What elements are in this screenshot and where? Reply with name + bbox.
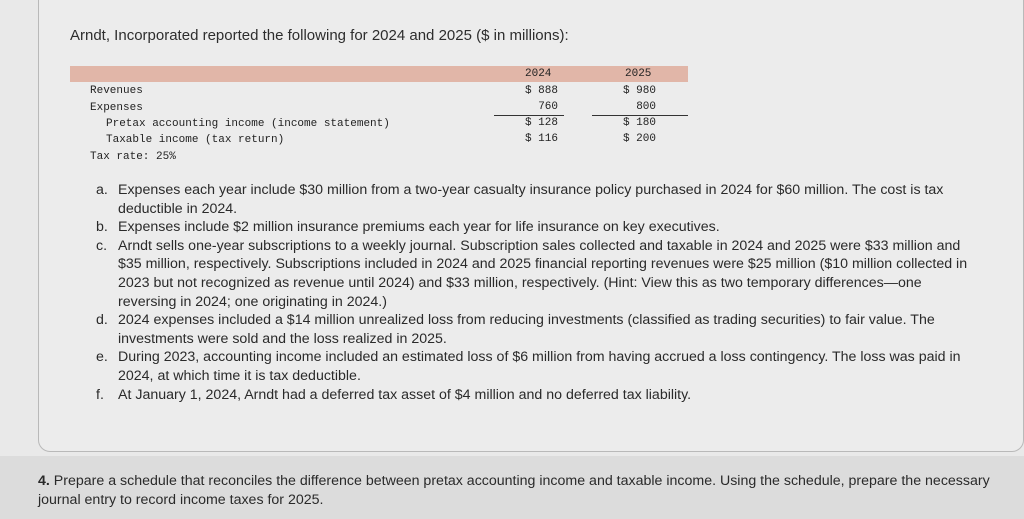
row-label-pretax-income: Pretax accounting income (income statement) [106,118,390,130]
question-text [38,472,998,509]
row-label-revenues: Revenues [90,85,143,97]
list-item [96,218,976,237]
question-number: 4. [38,473,50,489]
item-text: Arndt sells one-year subscriptions to a weekly journal. Subscription sales collected and taxable in 2024 and 2025 were $33 million and $35 million, respectively. Subscriptions included in 2024 and 2025 financial reporting revenues were $25 million ($10 million collected in 2023 but not recognized as revenue until 2024) and $33 million, respectively. (Hint: View this as two temporary differences—one reversing in 2024; one originating in 2024.) [118,237,968,310]
question-body: Prepare a schedule that reconciles the difference between pretax accounting income and taxable income. Using the schedule, prepare the necessary journal entry to record income taxes for 2025. [38,473,990,508]
item-text: At January 1, 2024, Arndt had a deferred tax asset of $4 million and no deferred tax liability. [118,386,692,403]
item-marker: f. [96,386,104,403]
cell-pretax-2025: $ 180 [622,117,656,129]
item-marker: c. [96,237,108,254]
item-marker: d. [96,312,108,329]
item-text: Expenses each year include $30 million from a two-year casualty insurance policy purchased in 2024 for $60 million. The cost is tax deductible in 2024. [118,182,944,217]
cell-revenues-2024: $ 888 [524,85,558,97]
item-text: During 2023, accounting income included an estimated loss of $6 million from having accrued a loss contingency. The loss was paid in 2024, at which time it is tax deductible. [118,349,961,384]
row-label-taxable-income: Taxable income (tax return) [106,134,285,146]
assumptions-list [96,181,976,404]
list-item [96,386,976,405]
row-label-expenses: Expenses [90,102,143,114]
item-marker: b. [96,219,108,236]
cell-taxable-2025: $ 200 [622,133,656,145]
subtotal-rule-2024 [494,115,564,116]
cell-expenses-2024: 760 [538,101,558,113]
list-item [96,237,976,311]
item-text: 2024 expenses included a $14 million unrealized loss from reducing investments (classified as trading securities) to fair value. The investments were sold and the loss realized in 2025. [118,312,935,347]
cell-revenues-2025: $ 980 [622,85,656,97]
intro-text: Arndt, Incorporated reported the following for 2024 and 2025 ($ in millions): [70,27,569,44]
cell-taxable-2024: $ 116 [524,133,558,145]
financial-table [70,66,690,171]
item-marker: e. [96,349,108,366]
item-marker: a. [96,182,108,198]
row-label-tax-rate: Tax rate: 25% [90,151,176,163]
list-item [96,311,976,348]
cell-pretax-2024: $ 128 [524,117,558,129]
list-item [96,348,976,385]
cell-expenses-2025: 800 [636,101,656,113]
table-header-bar [70,66,688,82]
list-item [96,181,976,218]
item-text: Expenses include $2 million insurance premiums each year for life insurance on key executives. [118,219,720,236]
column-header-2024: 2024 [525,68,552,80]
subtotal-rule-2025 [592,115,688,116]
column-header-2025: 2025 [625,68,652,80]
